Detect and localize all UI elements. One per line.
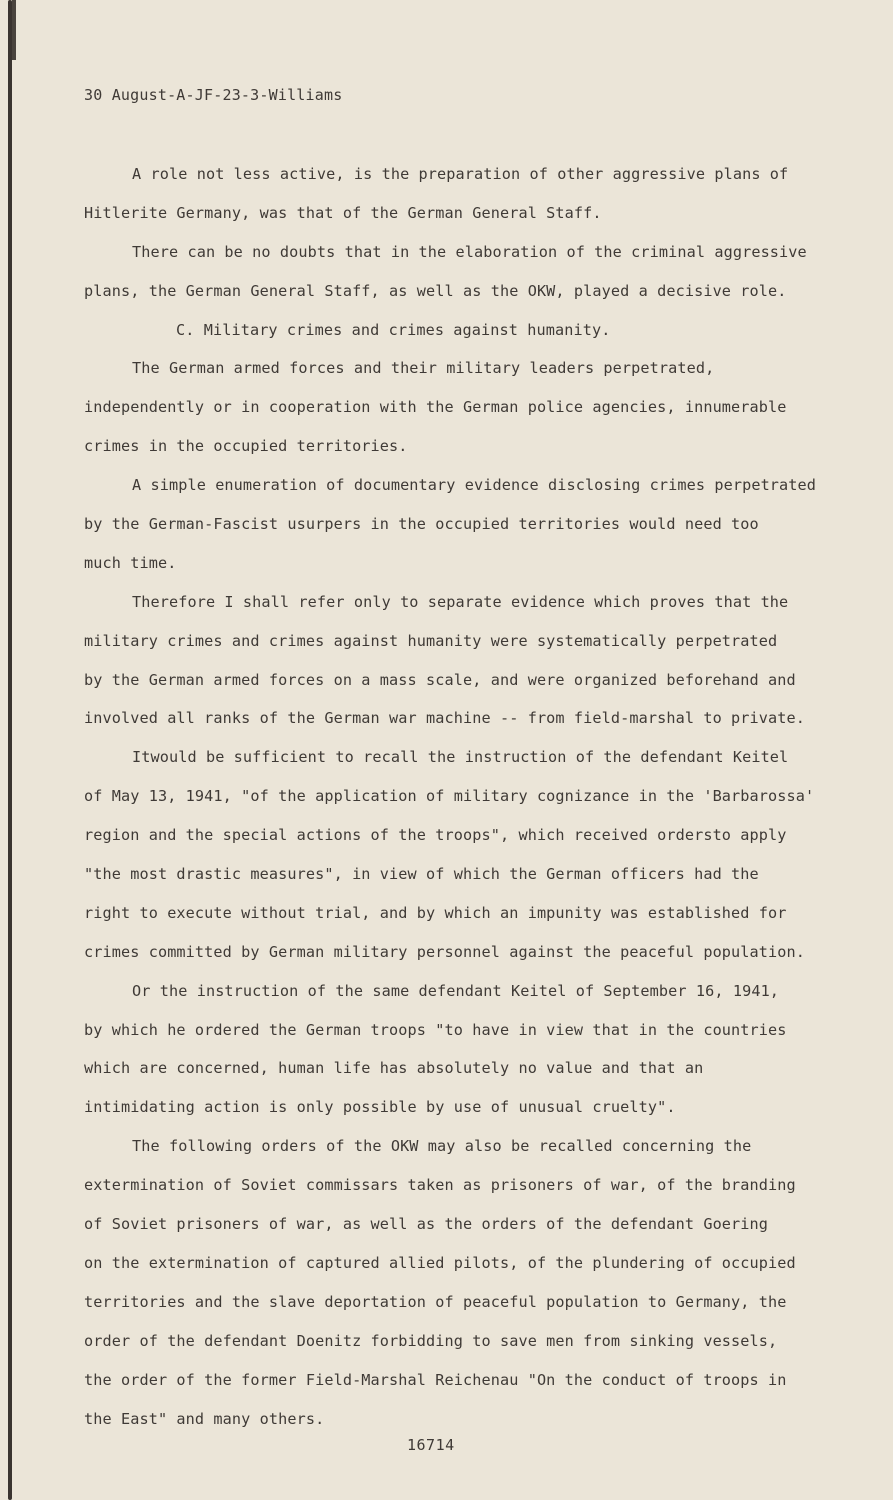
text-line: by the German armed forces on a mass scale, and were organized beforehand and — [84, 670, 796, 689]
text-line: order of the defendant Doenitz forbidding to save men from sinking vessels, — [84, 1331, 778, 1350]
text-line: the order of the former Field-Marshal Reichenau "On the conduct of troops in — [84, 1370, 787, 1389]
text-line: Hitlerite Germany, was that of the German General Staff. — [84, 203, 602, 222]
text-line: intimidating action is only possible by use of unusual cruelty". — [84, 1098, 676, 1117]
text-line: of May 13, 1941, "of the application of military cognizance in the 'Barbarossa' — [84, 787, 815, 806]
text-line: C. Military crimes and crimes against humanity. — [176, 320, 611, 339]
text-line: crimes in the occupied territories. — [84, 437, 408, 456]
text-line: the East" and many others. — [84, 1409, 325, 1428]
text-line: of Soviet prisoners of war, as well as the orders of the defendant Goering — [84, 1215, 769, 1234]
text-line: right to execute without trial, and by which an impunity was established for — [84, 903, 787, 922]
text-line: Or the instruction of the same defendant Keitel of September 16, 1941, — [132, 981, 780, 1000]
text-line: territories and the slave deportation of peaceful population to Germany, the — [84, 1292, 787, 1311]
text-line: extermination of Soviet commissars taken as prisoners of war, of the branding — [84, 1176, 796, 1195]
text-line: plans, the German General Staff, as well as the OKW, played a decisive role. — [84, 281, 787, 300]
page-edge-mark — [12, 0, 16, 60]
document-reference: 30 August-A-JF-23-3-Williams — [84, 86, 343, 104]
text-line: which are concerned, human life has absolutely no value and that an — [84, 1059, 704, 1078]
text-line: much time. — [84, 553, 177, 572]
document-body — [84, 155, 844, 1438]
text-line: military crimes and crimes against humanity were systematically perpetrated — [84, 631, 778, 650]
text-line: The German armed forces and their military leaders perpetrated, — [132, 359, 715, 378]
text-line: independently or in cooperation with the German police agencies, innumerable — [84, 398, 787, 417]
text-line: on the extermination of captured allied pilots, of the plundering of occupied — [84, 1253, 796, 1272]
text-line: Therefore I shall refer only to separate evidence which proves that the — [132, 592, 789, 611]
text-line: crimes committed by German military personnel against the peaceful population. — [84, 942, 806, 961]
text-line: by the German-Fascist usurpers in the occupied territories would need too — [84, 515, 759, 534]
page-number: 16714 — [407, 1436, 455, 1454]
text-line: by which he ordered the German troops "to have in view that in the countries — [84, 1020, 787, 1039]
text-line: A role not less active, is the preparation of other aggressive plans of — [132, 165, 789, 183]
text-line: region and the special actions of the troops", which received ordersto apply — [84, 826, 787, 845]
text-line: A simple enumeration of documentary evidence disclosing crimes perpetrated — [132, 476, 817, 495]
text-line: Itwould be sufficient to recall the instruction of the defendant Keitel — [132, 748, 789, 767]
text-line: "the most drastic measures", in view of which the German officers had the — [84, 865, 759, 884]
page-left-edge — [8, 0, 12, 1500]
text-line: involved all ranks of the German war machine -- from field-marshal to private. — [84, 709, 806, 728]
text-line: There can be no doubts that in the elaboration of the criminal aggressive — [132, 242, 807, 261]
text-line: The following orders of the OKW may also be recalled concerning the — [132, 1137, 752, 1156]
